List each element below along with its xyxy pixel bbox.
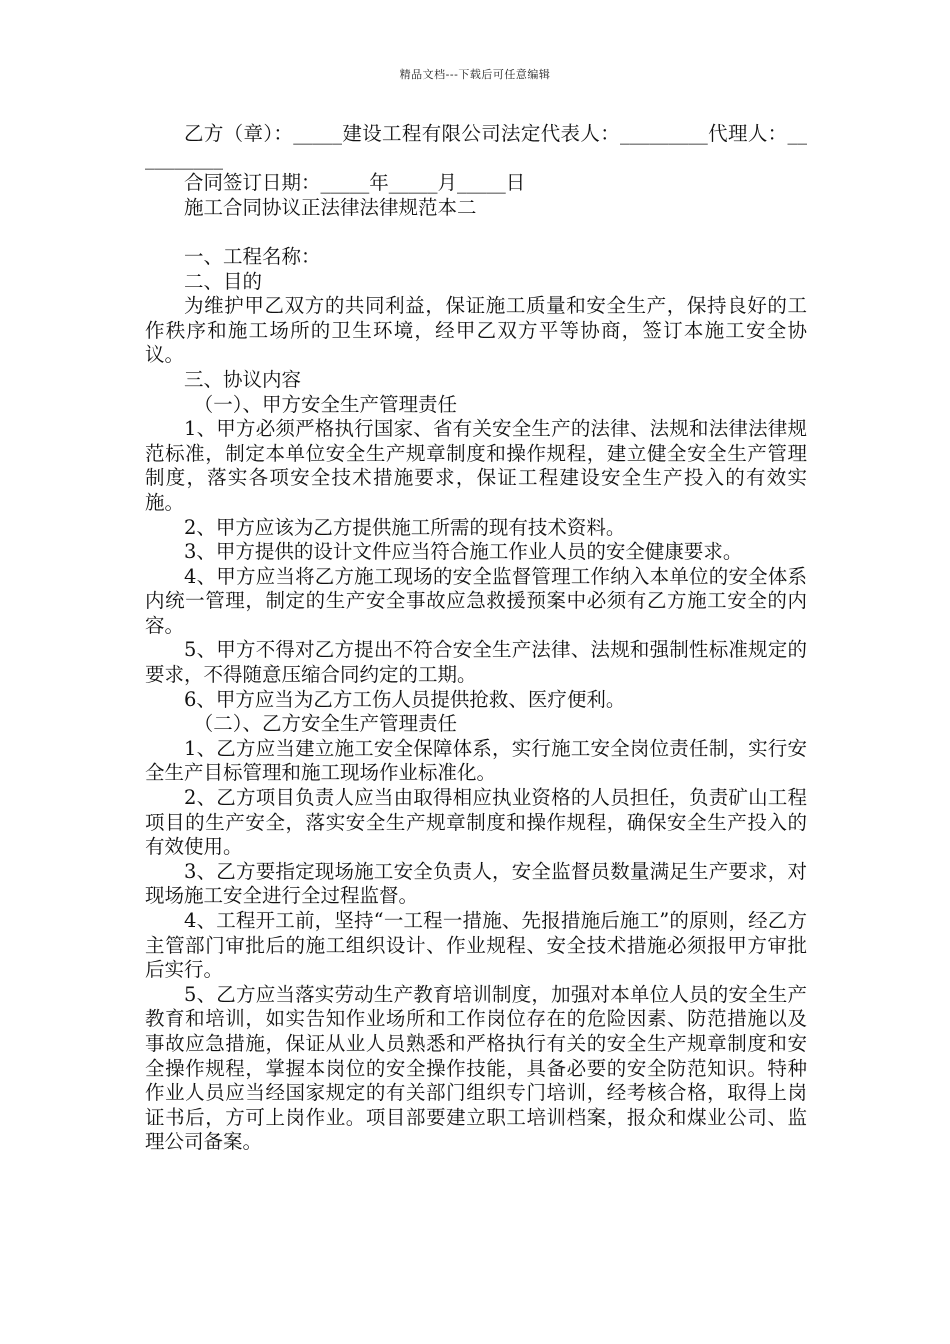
signature-line-party-b: 乙方（章）：_____建设工程有限公司法定代表人：_________代理人：__________ (145, 122, 807, 170)
paragraph-purpose: 为维护甲乙双方的共同利益，保证施工质量和安全生产，保持良好的工作秩序和施工场所的卫生环境，经甲乙双方平等协商，签订本施工安全协议。 (145, 294, 807, 367)
paragraph-b5: 5、乙方应当落实劳动生产教育培训制度，加强对本单位人员的安全生产教育和培训，如实告知作业场所和工作岗位存在的危险因素、防范措施以及事故应急措施，保证从业人员熟悉和严格执行有关的安全生产规章制度和安全操作规程，掌握本岗位的安全操作技能，具备必要的安全防范知识。特种作业人员应当经国家规定的有关部门组织专门培训，经考核合格，取得上岗证书后，方可上岗作业。项目部要建立职工培训档案，报众和煤业公司、监理公司备案。 (145, 982, 807, 1154)
paragraph-b3: 3、乙方要指定现场施工安全负责人，安全监督员数量满足生产要求，对现场施工安全进行全过程监督。 (145, 859, 807, 908)
paragraph-a2: 2、甲方应该为乙方提供施工所需的现有技术资料。 (184, 515, 626, 539)
signing-date-line: 合同签订日期：_____年_____月_____日 (184, 171, 526, 195)
paragraph-a6: 6、甲方应当为乙方工伤人员提供抢救、医疗便利。 (184, 687, 626, 711)
section-heading-purpose: 二、目的 (184, 269, 263, 293)
blank-line (145, 220, 807, 245)
paragraph-b1: 1、乙方应当建立施工安全保障体系，实行施工安全岗位责任制，实行安全生产目标管理和施工现场作业标准化。 (145, 736, 807, 785)
paragraph-a1: 1、甲方必须严格执行国家、省有关安全生产的法律、法规和法律法律规范标准，制定本单位安全生产规章制度和操作规程，建立健全安全生产管理制度，落实各项安全技术措施要求，保证工程建设安全生产投入的有效实施。 (145, 417, 807, 514)
subsection-heading-party-b: （二）、乙方安全生产管理责任 (193, 712, 458, 736)
paragraph-b2: 2、乙方项目负责人应当由取得相应执业资格的人员担任，负责矿山工程项目的生产安全，落实安全生产规章制度和操作规程，确保安全生产投入的有效使用。 (145, 786, 807, 859)
paragraph-a4: 4、甲方应当将乙方施工现场的安全监督管理工作纳入本单位的安全体系内统一管理，制定的生产安全事故应急救援预案中必须有乙方施工安全的内容。 (145, 564, 807, 637)
document-title: 施工合同协议正法律法律规范本二 (184, 195, 477, 219)
paragraph-a5: 5、甲方不得对乙方提出不符合安全生产法律、法规和强制性标准规定的要求，不得随意压缩合同约定的工期。 (145, 638, 807, 687)
page-header: 精品文档---下载后可任意编辑 (399, 68, 551, 81)
section-heading-project-name: 一、工程名称： (184, 244, 321, 268)
paragraph-a3: 3、甲方提供的设计文件应当符合施工作业人员的安全健康要求。 (184, 540, 743, 564)
subsection-heading-party-a: （一）、甲方安全生产管理责任 (193, 392, 458, 416)
section-heading-content: 三、协议内容 (184, 367, 302, 391)
document-body (145, 122, 807, 1155)
paragraph-b4: 4、工程开工前，坚持“一工程一措施、先报措施后施工”的原则，经乙方主管部门审批后的施工组织设计、作业规程、安全技术措施必须报甲方审批后实行。 (145, 909, 807, 982)
